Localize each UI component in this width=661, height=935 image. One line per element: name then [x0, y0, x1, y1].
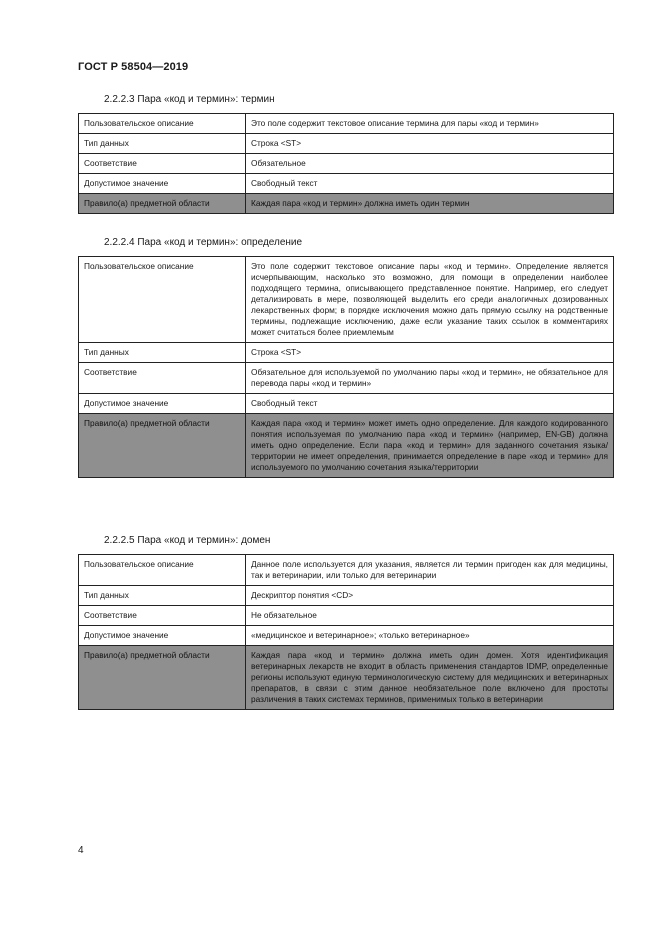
- row-value: Обязательное для используемой по умолчанию пары «код и термин», не обязательное для перевода пары «код и термин»: [246, 363, 614, 394]
- row-label: Пользовательское описание: [79, 555, 246, 586]
- section-term: [78, 94, 613, 214]
- table-row: [79, 134, 614, 154]
- row-value: Это поле содержит текстовое описание термина для пары «код и термин»: [246, 114, 614, 134]
- row-label: Соответствие: [79, 363, 246, 394]
- spec-table: [78, 256, 614, 478]
- row-value: «медицинское и ветеринарное»; «только ветеринарное»: [246, 626, 614, 646]
- table-row-domain-rule: [79, 414, 614, 478]
- section-title: 2.2.2.3 Пара «код и термин»: термин: [104, 94, 275, 105]
- table-row: [79, 626, 614, 646]
- row-value: Данное поле используется для указания, является ли термин пригоден как для медицины, так и ветеринарии, или только для ветеринарии: [246, 555, 614, 586]
- table-row: [79, 114, 614, 134]
- section-title: 2.2.2.5 Пара «код и термин»: домен: [104, 535, 271, 546]
- row-value: Строка <ST>: [246, 134, 614, 154]
- row-value: Не обязательное: [246, 606, 614, 626]
- table-row: [79, 343, 614, 363]
- table-row: [79, 363, 614, 394]
- row-value: Каждая пара «код и термин» может иметь одно определение. Для каждого кодированного понятия используемая по умолчанию пара «код и термин» (например, EN-GB) должна иметь одно определение. Если пара «код и термин» для заданного сочетания языка/территории не имеет определения, принимается определение в паре «код и термин» для используемого по умолчанию сочетания языка/территории: [246, 414, 614, 478]
- row-label: Правило(а) предметной области: [79, 194, 246, 214]
- row-label: Допустимое значение: [79, 174, 246, 194]
- row-label: Соответствие: [79, 154, 246, 174]
- row-value: Свободный текст: [246, 174, 614, 194]
- table-row: [79, 606, 614, 626]
- table-row-domain-rule: [79, 194, 614, 214]
- page-number: 4: [78, 845, 84, 856]
- row-label: Пользовательское описание: [79, 257, 246, 343]
- row-label: Тип данных: [79, 343, 246, 363]
- row-label: Допустимое значение: [79, 394, 246, 414]
- table-row: [79, 555, 614, 586]
- row-value: Каждая пара «код и термин» должна иметь один домен. Хотя идентификация ветеринарных лекарств не входит в область применения стандартов IDMP, определенные регионы используют единую терминологическую систему для медицинских и ветеринарных препаратов, в связи с этим данное необязательное поле включено для простоты различения в таких системах терминов, применимых только в ветеринарии: [246, 646, 614, 710]
- row-value: Каждая пара «код и термин» должна иметь один термин: [246, 194, 614, 214]
- table-row: [79, 174, 614, 194]
- row-value: Строка <ST>: [246, 343, 614, 363]
- row-value: Обязательное: [246, 154, 614, 174]
- row-label: Соответствие: [79, 606, 246, 626]
- table-row: [79, 257, 614, 343]
- table-row-domain-rule: [79, 646, 614, 710]
- row-label: Тип данных: [79, 586, 246, 606]
- document-header: ГОСТ Р 58504—2019: [78, 61, 189, 73]
- row-value: Дескриптор понятия <CD>: [246, 586, 614, 606]
- section-definition: [78, 237, 613, 478]
- table-row: [79, 586, 614, 606]
- row-label: Правило(а) предметной области: [79, 414, 246, 478]
- row-label: Тип данных: [79, 134, 246, 154]
- row-label: Правило(а) предметной области: [79, 646, 246, 710]
- row-value: Это поле содержит текстовое описание пары «код и термин». Определение является исчерпывающим, насколько это возможно, для помощи в определении наиболее подходящего термина, описывающего представленное понятие. Например, его следует детализировать в мере, позволяющей выделить его среди аналогичных дозированных лекарственных форм; в порядке исключения можно дать прямую ссылку на родственные термины, подлежащие исключению, даже если указание таких ссылок в комментариях может считаться более приемлемым: [246, 257, 614, 343]
- row-value: Свободный текст: [246, 394, 614, 414]
- row-label: Пользовательское описание: [79, 114, 246, 134]
- row-label: Допустимое значение: [79, 626, 246, 646]
- table-row: [79, 394, 614, 414]
- section-domain: [78, 535, 613, 710]
- table-row: [79, 154, 614, 174]
- section-title: 2.2.2.4 Пара «код и термин»: определение: [104, 237, 303, 248]
- spec-table: [78, 113, 614, 214]
- spec-table: [78, 554, 614, 710]
